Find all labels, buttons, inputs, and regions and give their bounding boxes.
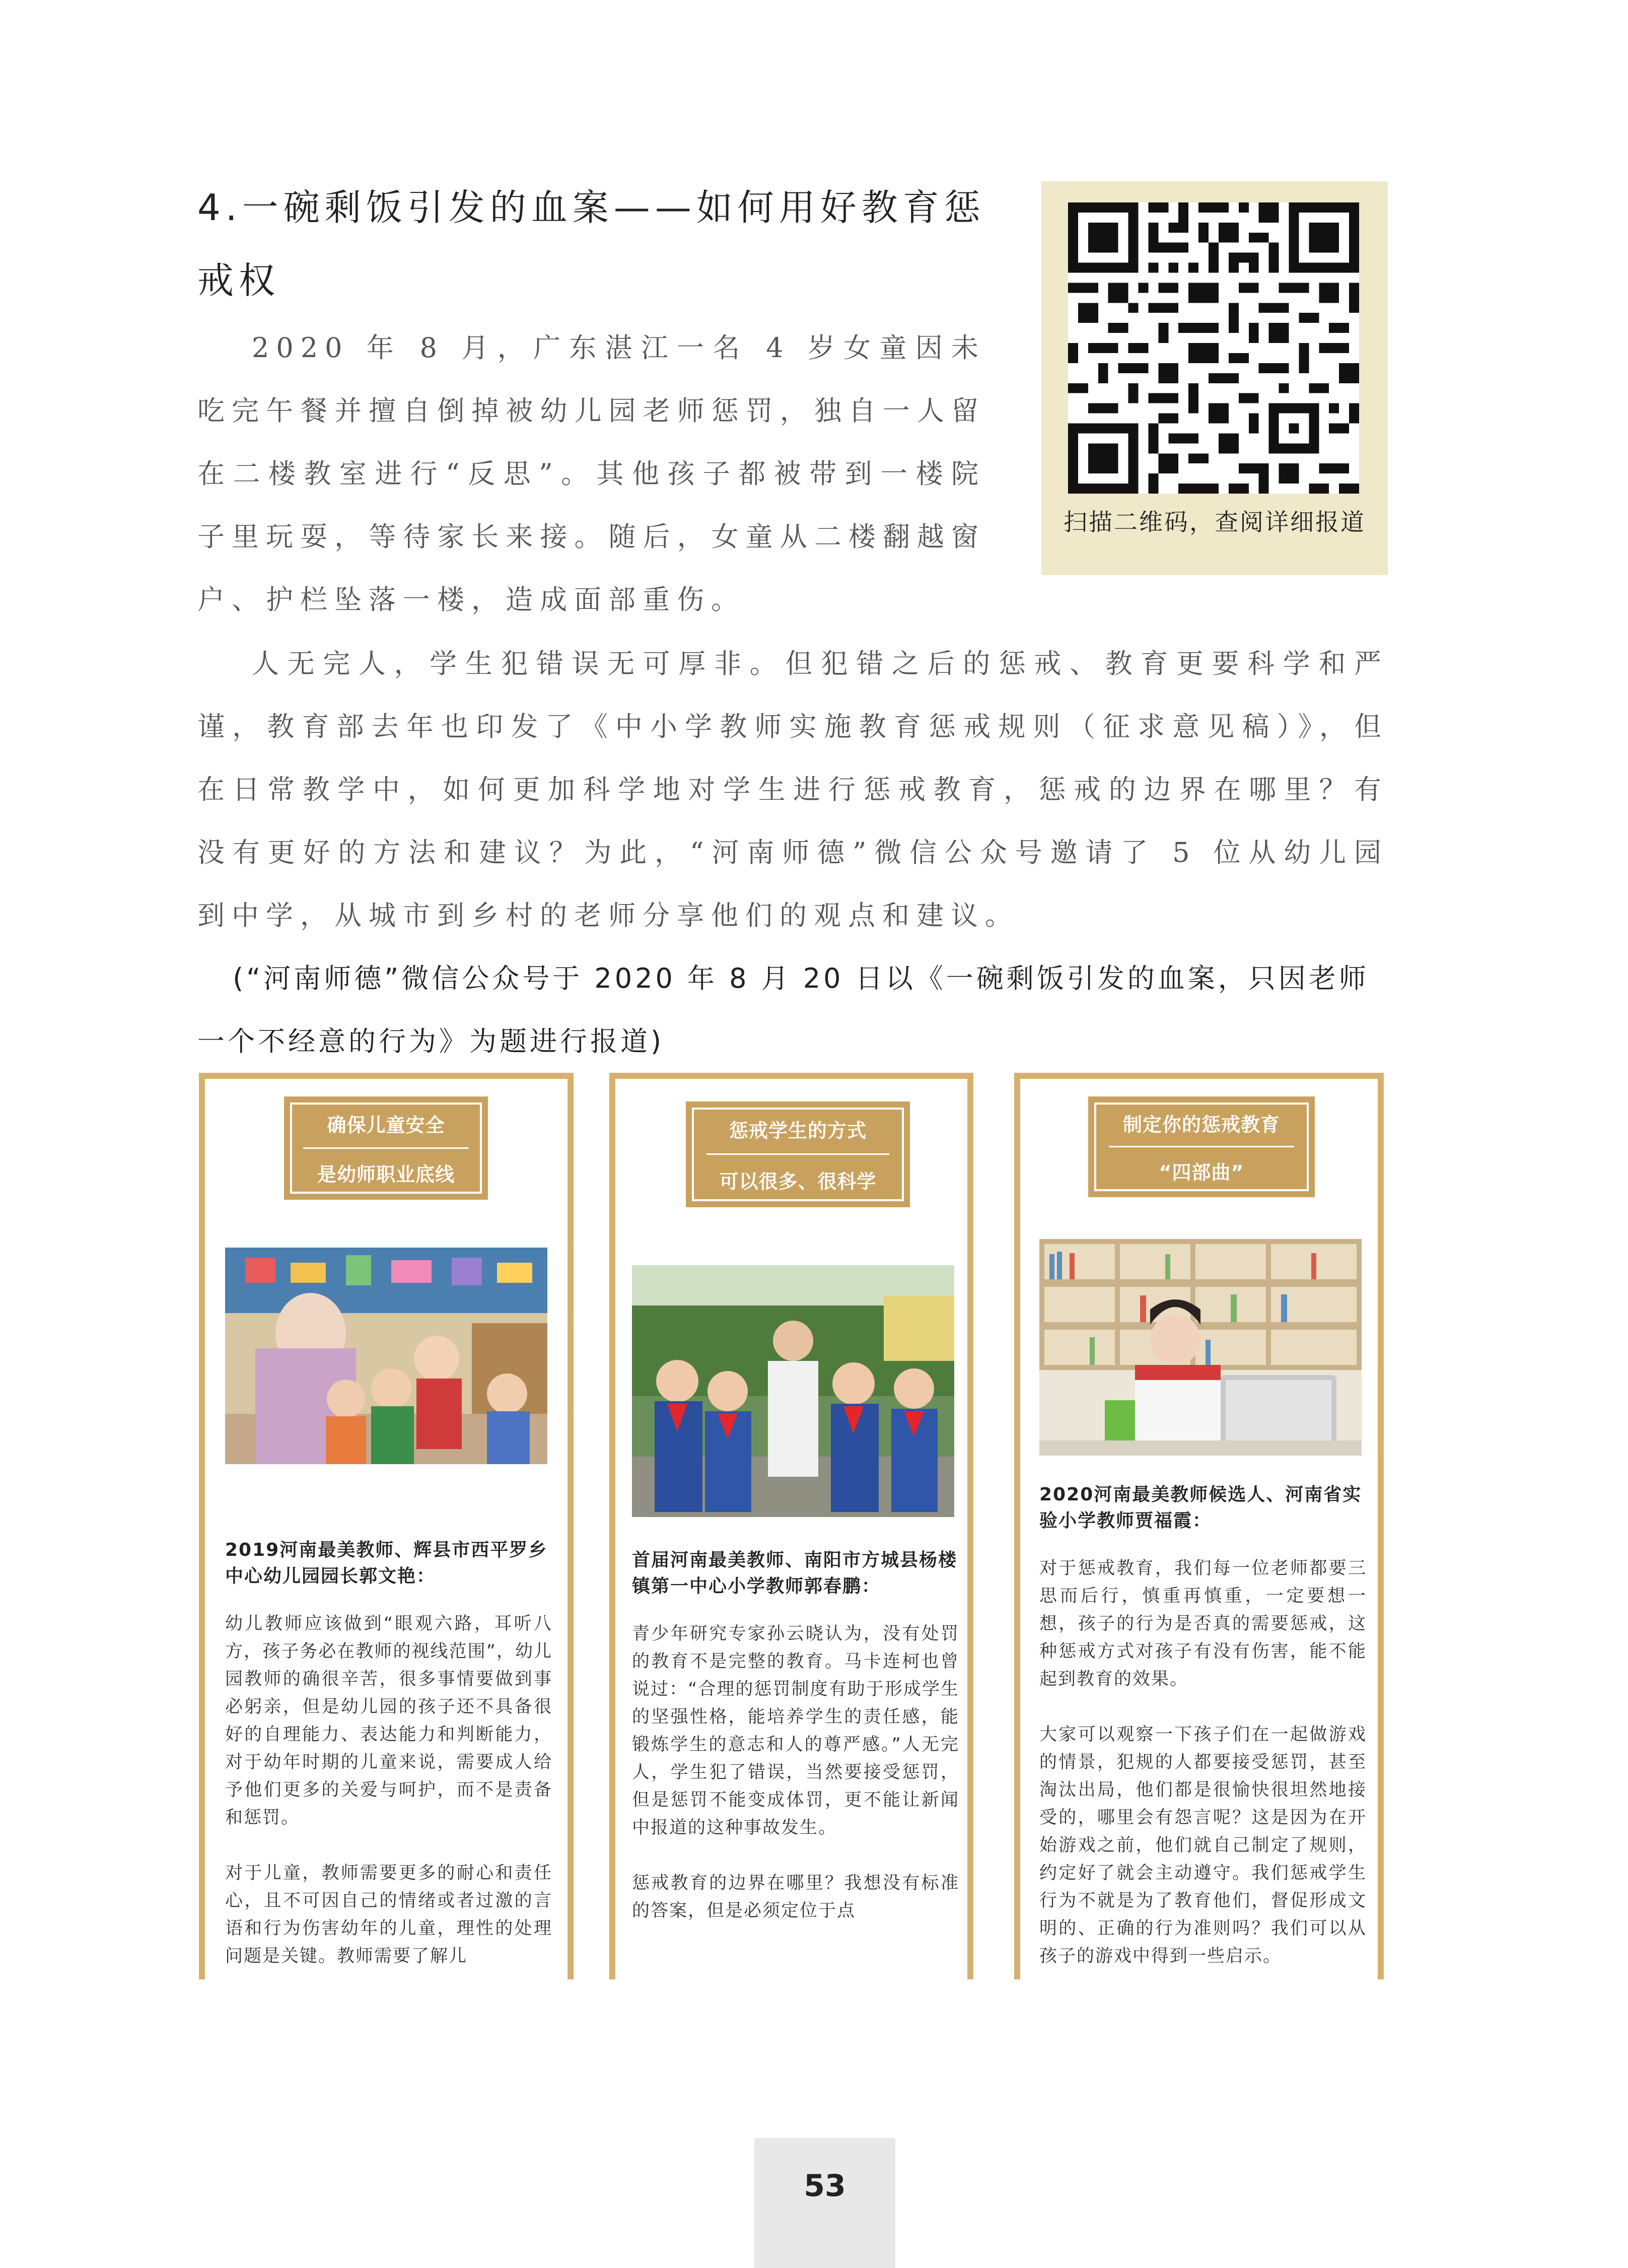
teacher-caption: 2020河南最美教师候选人、河南省实验小学教师贾福霞： bbox=[1039, 1484, 1362, 1531]
page-number: 53 bbox=[804, 2168, 846, 2204]
kindergarten-photo bbox=[225, 1248, 547, 1464]
column-header-line: 制定你的惩戒教育 bbox=[1122, 1114, 1280, 1136]
paragraph-discussion: 人无完人，学生犯错误无可厚非。但犯错之后的惩戒、教育更要科学和严谨，教育部去年也印发了《中小学教师实施教育惩戒规则（征求意见稿）》，但在日常教学中，如何更加科学地对学生进行惩戒教育，惩戒的边界在哪里？有没有更好的方法和建议？为此，“河南师德”微信公众号邀请了 5 位从幼儿园到中学，从城市到乡村的老师分享他们的观点和建议。 bbox=[197, 648, 1388, 931]
column-header-line: 惩戒学生的方式 bbox=[729, 1119, 867, 1142]
teacher-caption: 首届河南最美教师、南阳市方城县杨楼镇第一中心小学教师郭春鹏： bbox=[632, 1550, 958, 1597]
qr-box bbox=[1041, 181, 1388, 575]
column-body bbox=[632, 1620, 959, 1953]
section-title: 4.一碗剩饭引发的血案——如何用好教育惩戒权 bbox=[197, 186, 985, 302]
article-column-3 bbox=[1014, 1073, 1384, 1979]
column-body bbox=[1039, 1555, 1367, 1979]
column-body-paragraph: 对于惩戒教育，我们每一位老师都要三思而后行，慎重再慎重，一定要想一想，孩子的行为是否真的需要惩戒，这种惩戒方式对孩子有没有伤害，能不能起到教育的效果。 bbox=[1039, 1558, 1367, 1689]
divider bbox=[303, 1147, 468, 1149]
column-header-line: 是幼师职业底线 bbox=[317, 1163, 455, 1186]
article-column-1 bbox=[199, 1073, 574, 1979]
column-header bbox=[686, 1102, 910, 1207]
column-header bbox=[1088, 1096, 1315, 1197]
column-header-line: 可以很多、很科学 bbox=[719, 1171, 877, 1193]
teacher-caption: 2019河南最美教师、辉县市西平罗乡中心幼儿园园长郭文艳： bbox=[225, 1540, 548, 1587]
article-column-2 bbox=[609, 1073, 973, 1979]
qr-caption: 扫描二维码，查阅详细报道 bbox=[1064, 509, 1366, 536]
divider bbox=[706, 1153, 889, 1155]
divider bbox=[1109, 1146, 1294, 1147]
column-body-paragraph: 青少年研究专家孙云晓认为，没有处罚的教育不是完整的教育。马卡连柯也曾说过：“合理的惩罚制度有助于形成学生的坚强性格，能培养学生的责任感，能锻炼学生的意志和人的尊严感。”人无完人，学生犯了错误，当然要接受惩罚，但是惩罚不能变成体罚，更不能让新闻中报道的这种事故发生。 bbox=[632, 1624, 959, 1838]
source-note: (“河南师德”微信公众号于 2020 年 8 月 20 日以《一碗剩饭引发的血案，只因老师一个不经意的行为》为题进行报道) bbox=[197, 963, 1369, 1057]
column-body bbox=[225, 1610, 552, 1979]
column-body-paragraph: 大家可以观察一下孩子们在一起做游戏的情景，犯规的人都要接受惩罚，甚至淘汰出局，他们都是很愉快很坦然地接受的，哪里会有怨言呢？这是因为在开始游戏之前，他们就自己制定了规则，约定好了就会主动遵守。我们惩戒学生行为不就是为了教育他们，督促形成文明的、正确的行为准则吗？我们可以从孩子的游戏中得到一些启示。 bbox=[1039, 1725, 1367, 1966]
column-body-paragraph: 惩戒教育的边界在哪里？我想没有标准的答案，但是必须定位于点 bbox=[632, 1873, 959, 1921]
teacher-office-photo bbox=[1039, 1239, 1362, 1456]
column-body-paragraph: 幼儿教师应该做到“眼观六路，耳听八方，孩子务必在教师的视线范围”，幼儿园教师的确很辛苦，很多事情要做到事必躬亲，但是幼儿园的孩子还不具备很好的自理能力、表达能力和判断能力，对于幼年时期的儿童来说，需要成人给予他们更多的关爱与呵护，而不是责备和惩罚。 bbox=[225, 1614, 552, 1828]
students-photo bbox=[632, 1265, 954, 1517]
column-header bbox=[284, 1096, 488, 1200]
qr-code bbox=[1068, 202, 1359, 494]
page-number-box bbox=[754, 2138, 895, 2268]
column-body-paragraph: 对于儿童，教师需要更多的耐心和责任心，且不可因自己的情绪或者过激的言语和行为伤害幼年的儿童，理性的处理问题是关键。教师需要了解儿 bbox=[225, 1863, 552, 1966]
paragraph-incident: 2020 年 8 月，广东湛江一名 4 岁女童因未吃完午餐并擅自倒掉被幼儿园老师惩罚，独自一人留在二楼教室进行“反思”。其他孩子都被带到一楼院子里玩耍，等待家长来接。随后，女童从二楼翻越窗户、护栏坠落一楼，造成面部重伤。 bbox=[197, 332, 985, 615]
column-header-line: 确保儿童安全 bbox=[327, 1114, 445, 1136]
column-header-line: “四部曲” bbox=[1159, 1161, 1244, 1184]
